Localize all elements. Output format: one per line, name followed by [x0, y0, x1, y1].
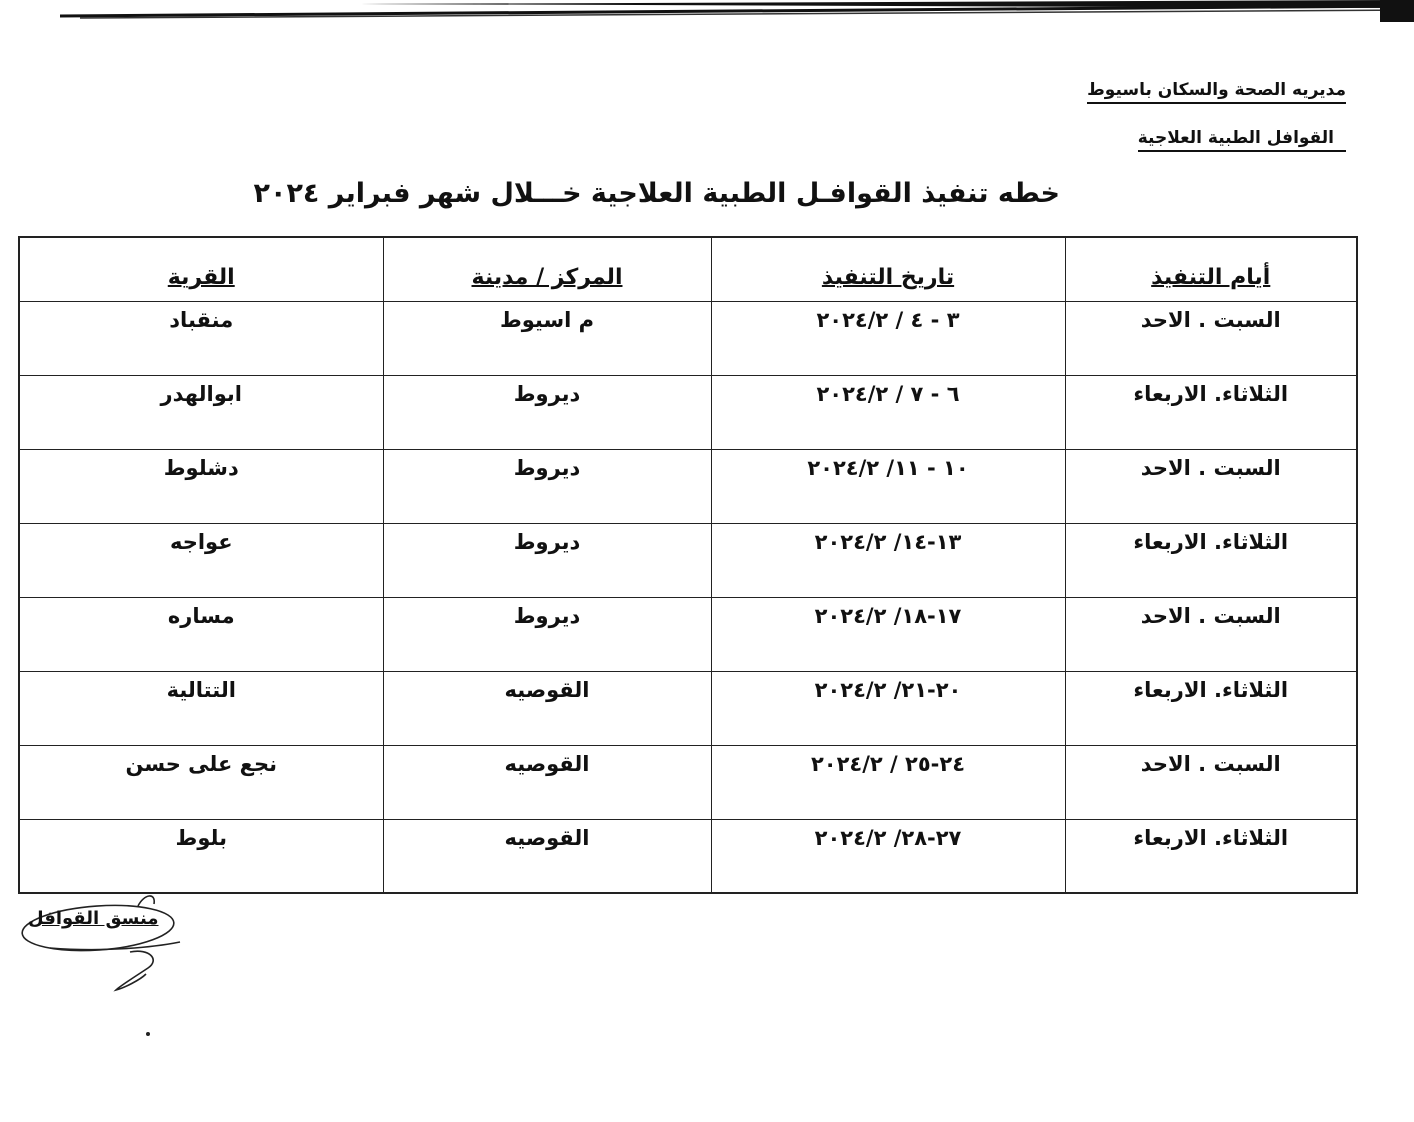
- scan-edge-line: [60, 0, 1414, 22]
- cell-days: الثلاثاء. الاربعاء: [1065, 523, 1357, 597]
- cell-center: القوصيه: [383, 819, 711, 893]
- cell-village: التتالية: [19, 671, 383, 745]
- cell-date: ٦ - ٧ / ٢٠٢٤/٢: [711, 375, 1065, 449]
- table-row: [19, 375, 1357, 449]
- table-row: [19, 597, 1357, 671]
- cell-village: بلوط: [19, 819, 383, 893]
- cell-village: ابوالهدر: [19, 375, 383, 449]
- cell-village: نجع على حسن: [19, 745, 383, 819]
- cell-days: السبت . الاحد: [1065, 449, 1357, 523]
- cell-date: ٢٧-٢٨/ ٢٠٢٤/٢: [711, 819, 1065, 893]
- scan-speck: [146, 1032, 150, 1036]
- table-row: [19, 449, 1357, 523]
- cell-center: ديروط: [383, 597, 711, 671]
- page-title: خطه تنفيذ القوافـل الطبية العلاجية خـــلال شهر فبراير ٢٠٢٤: [253, 178, 1060, 209]
- cell-date: ١٣-١٤/ ٢٠٢٤/٢: [711, 523, 1065, 597]
- table-row: [19, 745, 1357, 819]
- column-header-days: أيام التنفيذ: [1065, 237, 1357, 301]
- cell-days: السبت . الاحد: [1065, 301, 1357, 375]
- cell-date: ١٠ - ١١/ ٢٠٢٤/٢: [711, 449, 1065, 523]
- cell-days: الثلاثاء. الاربعاء: [1065, 671, 1357, 745]
- schedule-table: [18, 236, 1358, 894]
- table-row: [19, 301, 1357, 375]
- cell-days: السبت . الاحد: [1065, 597, 1357, 671]
- cell-village: منقباد: [19, 301, 383, 375]
- cell-village: مساره: [19, 597, 383, 671]
- cell-village: دشلوط: [19, 449, 383, 523]
- cell-date: ٢٠-٢١/ ٢٠٢٤/٢: [711, 671, 1065, 745]
- cell-center: ديروط: [383, 449, 711, 523]
- cell-date: ١٧-١٨/ ٢٠٢٤/٢: [711, 597, 1065, 671]
- column-header-date: تاريخ التنفيذ: [711, 237, 1065, 301]
- cell-days: الثلاثاء. الاربعاء: [1065, 375, 1357, 449]
- cell-date: ٣ - ٤ / ٢٠٢٤/٢: [711, 301, 1065, 375]
- column-header-village: القرية: [19, 237, 383, 301]
- cell-date: ٢٤-٢٥ / ٢٠٢٤/٢: [711, 745, 1065, 819]
- organization-name: مديريه الصحة والسكان باسيوط: [1087, 80, 1346, 104]
- table-row: [19, 819, 1357, 893]
- handwritten-signature: [20, 890, 220, 1000]
- cell-days: الثلاثاء. الاربعاء: [1065, 819, 1357, 893]
- cell-center: ديروط: [383, 523, 711, 597]
- table-row: [19, 523, 1357, 597]
- coordinator-label: منسق القوافل: [28, 908, 159, 929]
- cell-village: عواجه: [19, 523, 383, 597]
- cell-center: ديروط: [383, 375, 711, 449]
- table-row: [19, 671, 1357, 745]
- cell-center: القوصيه: [383, 671, 711, 745]
- column-header-center: المركز / مدينة: [383, 237, 711, 301]
- cell-center: القوصيه: [383, 745, 711, 819]
- cell-center: م اسيوط: [383, 301, 711, 375]
- department-name: القوافل الطبية العلاجية: [1138, 128, 1346, 152]
- cell-days: السبت . الاحد: [1065, 745, 1357, 819]
- table-header-row: [19, 237, 1357, 301]
- signature-block: [20, 890, 220, 1000]
